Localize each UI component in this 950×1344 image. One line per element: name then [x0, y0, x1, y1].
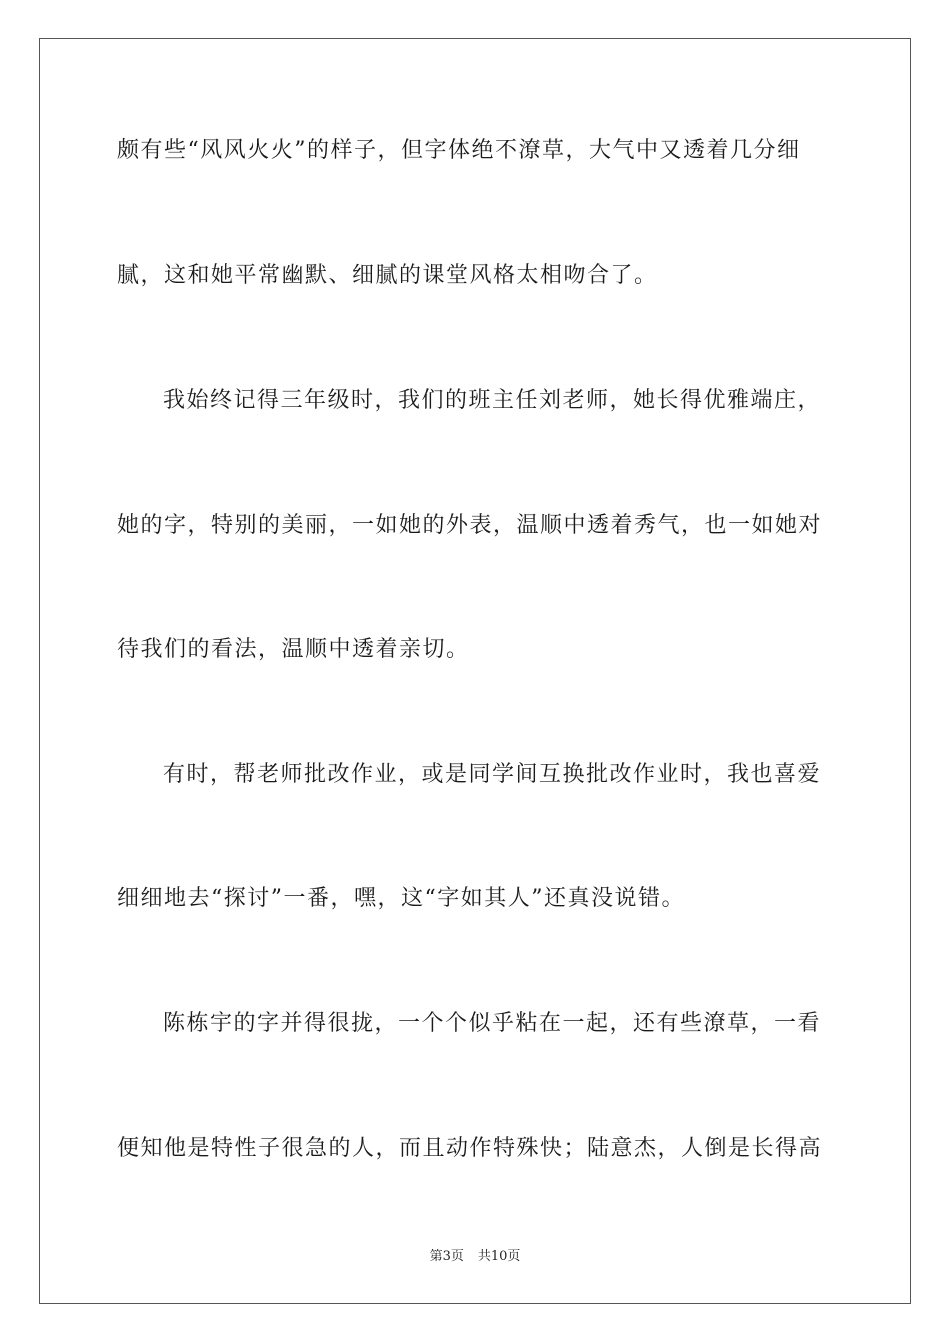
page-footer [0, 1248, 950, 1266]
text-line: 待我们的看法，温顺中透着亲切。 [117, 637, 470, 662]
page-total: 共10页 [477, 1249, 521, 1264]
paragraph-start-line: 陈栋宇的字并得很拢，一个个似乎粘在一起，还有些潦草，一看 [163, 1011, 822, 1036]
paragraph-start-line: 有时，帮老师批改作业，或是同学间互换批改作业时，我也喜爱 [163, 762, 822, 787]
paragraph-start-line: 我始终记得三年级时，我们的班主任刘老师，她长得优雅端庄， [163, 388, 822, 413]
text-line: 细细地去“探讨”一番，嘿，这“字如其人”还真没说错。 [117, 886, 685, 911]
page-border [39, 38, 911, 1304]
text-line: 便知他是特性子很急的人，而且动作特殊快；陆意杰，人倒是长得高 [117, 1136, 823, 1161]
text-line: 她的字，特别的美丽，一如她的外表，温顺中透着秀气，也一如她对 [117, 513, 823, 538]
page-number: 第3页 [429, 1249, 464, 1264]
text-line: 颇有些“风风火火”的样子，但字体绝不潦草，大气中又透着几分细 [117, 138, 801, 163]
text-line: 腻，这和她平常幽默、细腻的课堂风格太相吻合了。 [117, 263, 658, 288]
